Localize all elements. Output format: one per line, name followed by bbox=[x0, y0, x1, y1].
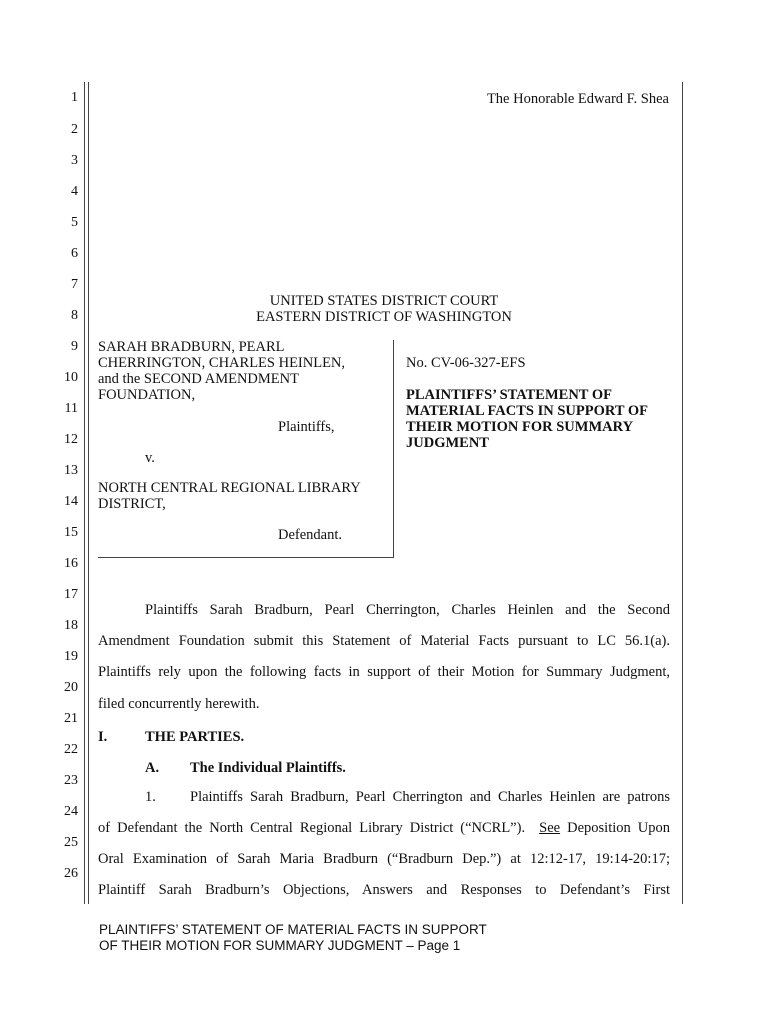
line-number: 19 bbox=[64, 649, 78, 664]
paragraph-line: Plaintiff Sarah Bradburn’s Objections, Answers and Responses to Defendant’s First bbox=[98, 882, 670, 898]
line-number: 16 bbox=[64, 556, 78, 571]
line-number: 5 bbox=[71, 215, 78, 230]
paragraph-number: 1. bbox=[145, 789, 156, 805]
line-number: 3 bbox=[71, 153, 78, 168]
defendant-label: Defendant. bbox=[278, 527, 343, 543]
line-number: 26 bbox=[64, 866, 78, 881]
line-number: 11 bbox=[64, 401, 78, 416]
document-title-line: JUDGMENT bbox=[406, 435, 489, 451]
plaintiffs-label: Plaintiffs, bbox=[278, 419, 335, 435]
case-number: No. CV-06-327-EFS bbox=[406, 355, 526, 371]
caption-bottom-rule bbox=[98, 557, 394, 558]
plaintiffs-name-line: CHERRINGTON, CHARLES HEINLEN, bbox=[98, 355, 346, 371]
line-number: 24 bbox=[64, 804, 78, 819]
defendant-name-line: DISTRICT, bbox=[98, 496, 166, 512]
line-number: 13 bbox=[64, 463, 78, 478]
subsection-number: A. bbox=[145, 760, 160, 776]
footer-title-line: PLAINTIFFS’ STATEMENT OF MATERIAL FACTS IN SUPPORT bbox=[99, 922, 487, 937]
line-number: 12 bbox=[64, 432, 78, 447]
line-number: 25 bbox=[64, 835, 78, 850]
line-number: 14 bbox=[64, 494, 78, 509]
court-district: EASTERN DISTRICT OF WASHINGTON bbox=[256, 309, 512, 325]
paragraph-line: Plaintiffs Sarah Bradburn, Pearl Cherrington and Charles Heinlen are patrons bbox=[190, 789, 670, 805]
judge-name: The Honorable Edward F. Shea bbox=[486, 91, 669, 107]
line-number: 20 bbox=[64, 680, 78, 695]
plaintiffs-name-line: SARAH BRADBURN, PEARL bbox=[98, 339, 285, 355]
caption-divider bbox=[393, 340, 394, 558]
paragraph-line bbox=[98, 820, 670, 837]
line-number: 18 bbox=[64, 618, 78, 633]
court-name: UNITED STATES DISTRICT COURT bbox=[269, 293, 499, 309]
line-number: 4 bbox=[71, 184, 78, 199]
intro-paragraph-line: filed concurrently herewith. bbox=[98, 696, 260, 712]
document-title-line: MATERIAL FACTS IN SUPPORT OF bbox=[406, 403, 648, 419]
section-number: I. bbox=[98, 729, 108, 745]
paragraph-text: of Defendant the North Central Regional Library District (“NCRL”). bbox=[98, 820, 526, 836]
line-number: 1 bbox=[71, 90, 78, 105]
line-number: 2 bbox=[71, 122, 78, 137]
right-margin-rule bbox=[682, 82, 683, 904]
citation-signal: See bbox=[539, 820, 561, 836]
line-number: 7 bbox=[71, 277, 78, 292]
plaintiffs-name-line: FOUNDATION, bbox=[98, 387, 196, 403]
line-number: 15 bbox=[64, 525, 78, 540]
line-number: 22 bbox=[64, 742, 78, 757]
document-title-line: THEIR MOTION FOR SUMMARY bbox=[406, 419, 634, 435]
line-number: 6 bbox=[71, 246, 78, 261]
line-number: 17 bbox=[64, 587, 78, 602]
plaintiffs-name-line: and the SECOND AMENDMENT bbox=[98, 371, 299, 387]
paragraph-line: Oral Examination of Sarah Maria Bradburn (“Bradburn Dep.”) at 12:12-17, 19:14-20:17; bbox=[98, 851, 670, 867]
subsection-heading: The Individual Plaintiffs. bbox=[190, 760, 346, 776]
document-title-line: PLAINTIFFS’ STATEMENT OF bbox=[406, 387, 612, 403]
line-number: 21 bbox=[64, 711, 78, 726]
intro-paragraph-line: Amendment Foundation submit this Statement of Material Facts pursuant to LC 56.1(a). bbox=[98, 633, 670, 649]
intro-paragraph-line: Plaintiffs rely upon the following facts in support of their Motion for Summary Judgment, bbox=[98, 664, 670, 680]
line-number: 9 bbox=[71, 339, 78, 354]
left-margin-rule-outer bbox=[84, 82, 85, 904]
section-heading: THE PARTIES. bbox=[145, 729, 245, 745]
line-number: 8 bbox=[71, 308, 78, 323]
versus-label: v. bbox=[145, 450, 155, 466]
footer-title-line: OF THEIR MOTION FOR SUMMARY JUDGMENT – Page 1 bbox=[99, 938, 461, 953]
defendant-name-line: NORTH CENTRAL REGIONAL LIBRARY bbox=[98, 480, 361, 496]
line-number: 10 bbox=[64, 370, 78, 385]
paragraph-text: Deposition Upon bbox=[567, 820, 670, 836]
left-margin-rule-inner bbox=[88, 82, 89, 904]
line-number: 23 bbox=[64, 773, 78, 788]
intro-paragraph-line: Plaintiffs Sarah Bradburn, Pearl Cherrington, Charles Heinlen and the Second bbox=[145, 602, 670, 618]
